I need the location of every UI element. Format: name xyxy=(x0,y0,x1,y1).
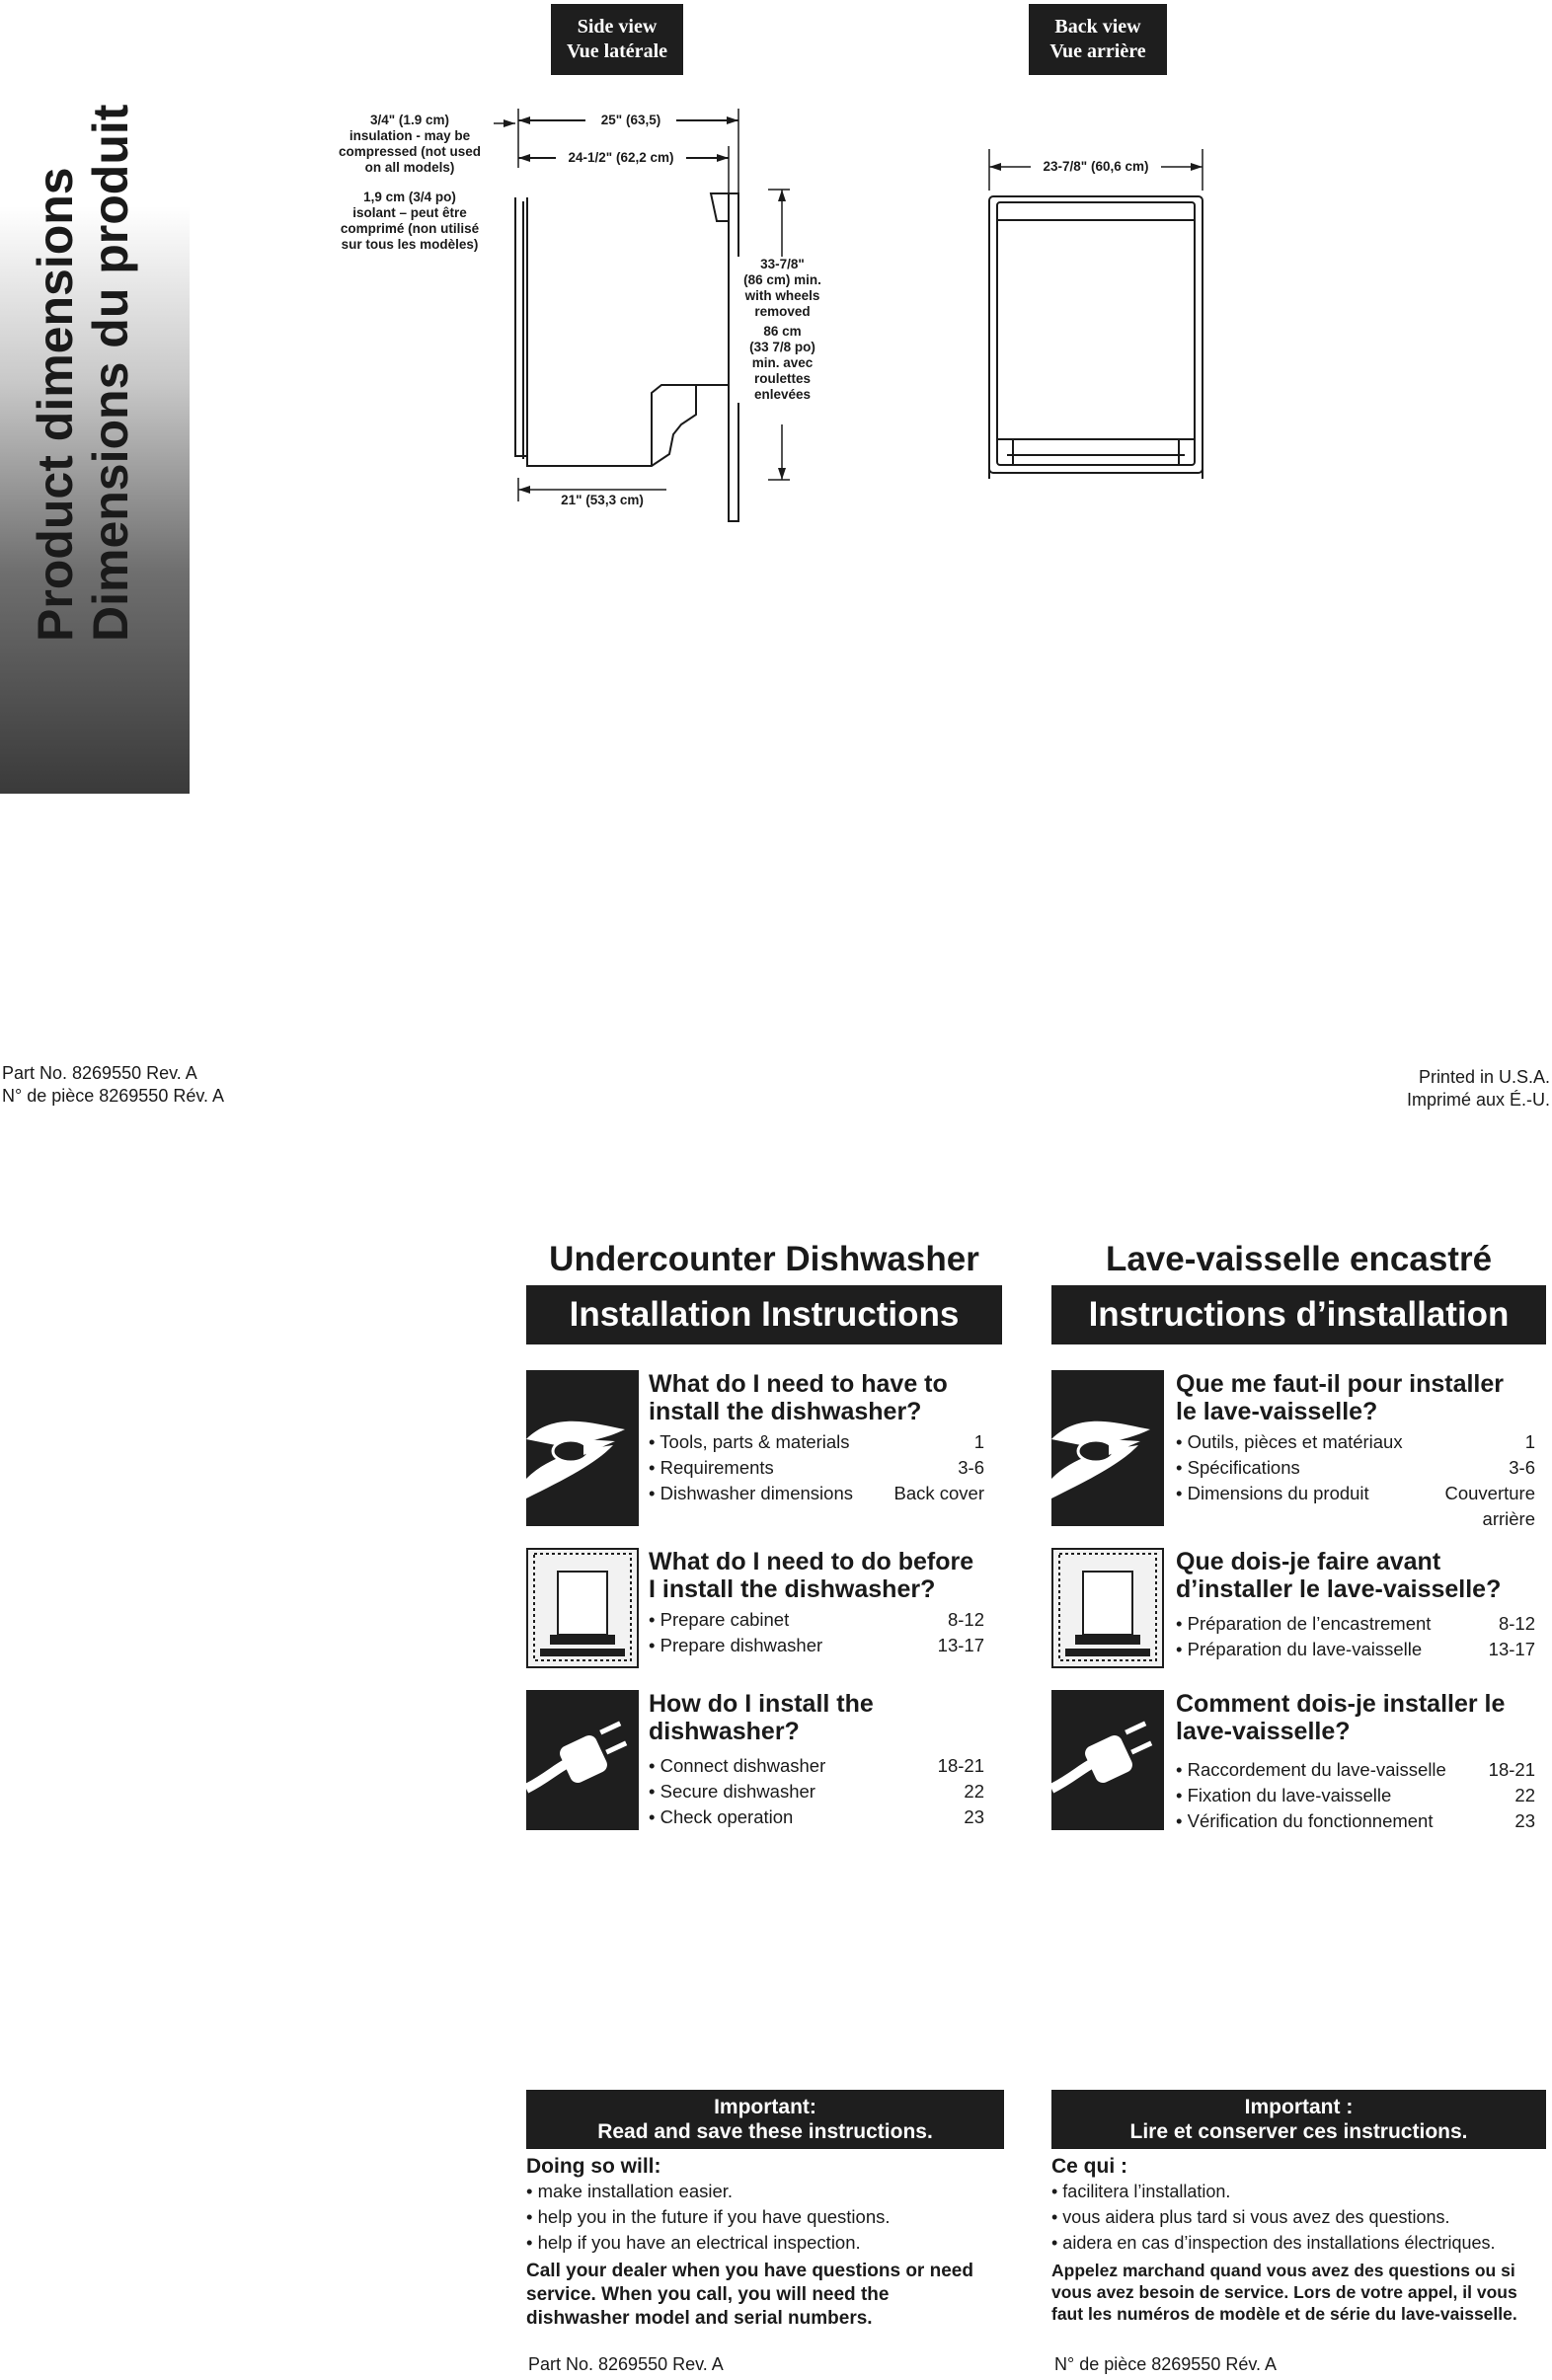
item-page: 23 xyxy=(1514,1810,1535,1831)
height-fr-5: enlevées xyxy=(753,387,812,402)
dishwasher-side-outline xyxy=(515,197,729,466)
french-important-subtitle: Lire et conserver ces instructions. xyxy=(1129,2120,1468,2143)
insulation-fr-2: isolant – peut être xyxy=(352,205,467,220)
english-section-1-title-1: What do I need to have to xyxy=(649,1370,948,1398)
french-section-1-title-2: le lave-vaisselle? xyxy=(1176,1398,1378,1425)
part-number-en: Part No. 8269550 Rev. A xyxy=(2,1063,197,1083)
english-part-number: Part No. 8269550 Rev. A xyxy=(528,2354,724,2374)
english-section-2-title-1: What do I need to do before xyxy=(649,1548,974,1575)
english-section-2 xyxy=(649,1548,984,1658)
item-page: 13-17 xyxy=(937,1635,984,1655)
item-page: 13-17 xyxy=(1488,1639,1535,1659)
english-call-dealer-2: service. When you call, you will need the xyxy=(526,2284,890,2305)
insulation-note-en xyxy=(331,113,489,176)
english-call-dealer-1: Call your dealer when you have questions or need xyxy=(526,2261,973,2281)
english-doing-so: Doing so will: xyxy=(526,2155,661,2178)
french-section-1 xyxy=(1176,1370,1535,1532)
cabinet-icon xyxy=(526,1548,639,1668)
english-important-title: Important: xyxy=(714,2096,816,2118)
item-label: • Dimensions du produit xyxy=(1176,1483,1369,1503)
english-column xyxy=(526,1240,1002,1344)
insulation-fr-4: sur tous les modèles) xyxy=(341,237,479,252)
list-item: • make installation easier. xyxy=(526,2181,734,2201)
back-view-label xyxy=(1029,4,1167,75)
list-item xyxy=(649,1607,984,1633)
list-item xyxy=(1176,1611,1535,1637)
item-label: • Préparation du lave-vaisselle xyxy=(1176,1639,1423,1659)
dim-21in: 21" (53,3 cm) xyxy=(548,493,657,508)
height-en-1: 33-7/8" xyxy=(760,257,805,271)
pliers-icon xyxy=(1051,1370,1164,1526)
french-doing-so: Ce qui : xyxy=(1051,2155,1127,2178)
height-fr-4: roulettes xyxy=(753,371,811,386)
item-label: • Requirements xyxy=(649,1457,774,1478)
french-section-3 xyxy=(1176,1690,1535,1834)
item-label: • Spécifications xyxy=(1176,1457,1300,1478)
plug-icon xyxy=(526,1690,639,1830)
item-page: 1 xyxy=(1524,1431,1535,1452)
list-item xyxy=(1176,1637,1535,1662)
item-page-line-2: arrière xyxy=(1482,1508,1535,1529)
item-label: • Fixation du lave-vaisselle xyxy=(1176,1785,1392,1805)
back-view-label-en: Back view xyxy=(1054,16,1141,38)
item-label: • Dishwasher dimensions xyxy=(649,1483,853,1503)
back-view-label-fr: Vue arrière xyxy=(1049,40,1146,62)
dim-23-7-8in: 23-7/8" (60,6 cm) xyxy=(1031,159,1161,175)
list-item xyxy=(1176,1481,1535,1532)
side-view-label-fr: Vue latérale xyxy=(566,40,667,62)
french-section-2-title-1: Que dois-je faire avant xyxy=(1176,1548,1441,1575)
french-section-3-title-1: Comment dois-je installer le xyxy=(1176,1690,1506,1718)
french-column xyxy=(1051,1240,1546,1344)
list-item xyxy=(1176,1429,1535,1455)
height-en-2: (86 cm) min. xyxy=(743,272,821,287)
english-call-dealer-3: dishwasher model and serial numbers. xyxy=(526,2308,873,2329)
item-page xyxy=(1444,1481,1535,1532)
title-english: Product dimensions xyxy=(28,167,83,642)
french-call-dealer-1: Appelez marchand quand vous avez des questions ou si xyxy=(1051,2261,1515,2280)
item-label: • Check operation xyxy=(649,1806,794,1827)
height-fr-2: (33 7/8 po) xyxy=(749,340,815,354)
list-item: • facilitera l’installation. xyxy=(1051,2182,1231,2201)
insulation-fr-3: comprimé (non utilisé xyxy=(340,221,480,236)
item-label: • Raccordement du lave-vaisselle xyxy=(1176,1759,1446,1780)
list-item xyxy=(1176,1808,1535,1834)
height-en-3: with wheels xyxy=(744,288,820,303)
french-section-2-title-2: d’installer le lave-vaisselle? xyxy=(1176,1575,1502,1603)
item-page-line-1: Couverture xyxy=(1444,1483,1535,1503)
pliers-icon xyxy=(526,1370,639,1526)
item-page: 22 xyxy=(1514,1785,1535,1805)
item-label: • Prepare dishwasher xyxy=(649,1635,823,1655)
height-fr-1: 86 cm xyxy=(763,324,802,339)
item-label: • Outils, pièces et matériaux xyxy=(1176,1431,1403,1452)
french-title: Lave-vaisselle encastré xyxy=(1105,1240,1493,1278)
french-important xyxy=(1051,2090,1546,2325)
part-number-fr: N° de pièce 8269550 Rév. A xyxy=(2,1086,225,1106)
item-page: 3-6 xyxy=(958,1457,984,1478)
item-page: 22 xyxy=(964,1781,984,1802)
item-page: 1 xyxy=(973,1431,984,1452)
item-label: • Tools, parts & materials xyxy=(649,1431,850,1452)
back-view-drawing xyxy=(977,143,1214,484)
list-item xyxy=(1176,1455,1535,1481)
english-section-3 xyxy=(649,1690,984,1830)
list-item: • help if you have an electrical inspection. xyxy=(526,2232,861,2253)
french-important-title: Important : xyxy=(1244,2096,1354,2118)
height-en-4: removed xyxy=(754,304,811,319)
french-section-2 xyxy=(1176,1548,1535,1662)
insulation-note-fr xyxy=(331,190,489,253)
list-item xyxy=(1176,1757,1535,1783)
item-page: 23 xyxy=(964,1806,984,1827)
insulation-en-1: 3/4" (1.9 cm) xyxy=(370,113,449,127)
english-important-subtitle: Read and save these instructions. xyxy=(597,2120,933,2143)
english-section-3-title-1: How do I install the xyxy=(649,1690,874,1718)
french-subtitle: Instructions d’installation xyxy=(1051,1285,1546,1344)
dim-24-5in: 24-1/2" (62,2 cm) xyxy=(556,150,686,166)
list-item: • help you in the future if you have questions. xyxy=(526,2206,891,2227)
french-section-1-title-1: Que me faut-il pour installer xyxy=(1176,1370,1504,1398)
side-view-label xyxy=(551,4,683,75)
list-item xyxy=(649,1455,984,1481)
english-important xyxy=(526,2090,1004,2331)
list-item: • vous aidera plus tard si vous avez des questions. xyxy=(1051,2207,1450,2227)
product-dimensions-title xyxy=(28,105,138,642)
french-important-bar xyxy=(1051,2090,1546,2149)
list-item xyxy=(1176,1783,1535,1808)
printed-fr: Imprimé aux É.-U. xyxy=(1406,1090,1550,1110)
list-item xyxy=(649,1481,984,1506)
height-fr-3: min. avec xyxy=(751,355,814,370)
title-french: Dimensions du produit xyxy=(83,104,138,642)
side-view-label-en: Side view xyxy=(577,16,658,38)
list-item xyxy=(649,1633,984,1658)
dim-25in: 25" (63,5) xyxy=(585,113,676,128)
item-label: • Connect dishwasher xyxy=(649,1755,826,1776)
english-subtitle: Installation Instructions xyxy=(526,1285,1002,1344)
english-section-3-title-2: dishwasher? xyxy=(649,1718,800,1745)
item-page: 18-21 xyxy=(1488,1759,1535,1780)
english-title: Undercounter Dishwasher xyxy=(549,1240,979,1278)
list-item xyxy=(649,1779,984,1804)
item-page: 8-12 xyxy=(947,1609,984,1630)
item-page: 18-21 xyxy=(937,1755,984,1776)
printed-en: Printed in U.S.A. xyxy=(1418,1067,1550,1087)
printed-in xyxy=(1407,1066,1550,1112)
list-item xyxy=(649,1753,984,1779)
list-item: • aidera en cas d’inspection des installations électriques. xyxy=(1051,2233,1496,2253)
insulation-en-2: insulation - may be xyxy=(349,128,471,143)
english-section-2-title-2: I install the dishwasher? xyxy=(649,1575,936,1603)
list-item xyxy=(649,1804,984,1830)
english-section-1-title-2: install the dishwasher? xyxy=(649,1398,922,1425)
french-section-3-title-2: lave-vaisselle? xyxy=(1176,1718,1351,1745)
insulation-en-3: compressed (not used xyxy=(338,144,482,159)
item-page: 3-6 xyxy=(1509,1457,1535,1478)
insulation-en-4: on all models) xyxy=(364,160,455,175)
dishwasher-back-outline xyxy=(989,196,1203,473)
english-important-bar xyxy=(526,2090,1004,2149)
item-label: • Prepare cabinet xyxy=(649,1609,790,1630)
french-call-dealer-2: vous avez besoin de service. Lors de votre appel, il vous xyxy=(1051,2282,1517,2302)
item-page: 8-12 xyxy=(1498,1613,1535,1634)
insulation-fr-1: 1,9 cm (3/4 po) xyxy=(363,190,456,204)
cabinet-icon xyxy=(1051,1548,1164,1668)
french-part-number: N° de pièce 8269550 Rév. A xyxy=(1054,2354,1278,2374)
english-section-1 xyxy=(649,1370,984,1506)
height-note xyxy=(731,257,834,403)
plug-icon xyxy=(1051,1690,1164,1830)
french-call-dealer-3: faut les numéros de modèle et de série du lave-vaisselle. xyxy=(1051,2304,1517,2324)
list-item xyxy=(649,1429,984,1455)
item-label: • Préparation de l’encastrement xyxy=(1176,1613,1432,1634)
item-label: • Secure dishwasher xyxy=(649,1781,815,1802)
item-label: • Vérification du fonctionnement xyxy=(1176,1810,1434,1831)
item-page: Back cover xyxy=(893,1483,984,1503)
part-number-left xyxy=(2,1062,224,1108)
